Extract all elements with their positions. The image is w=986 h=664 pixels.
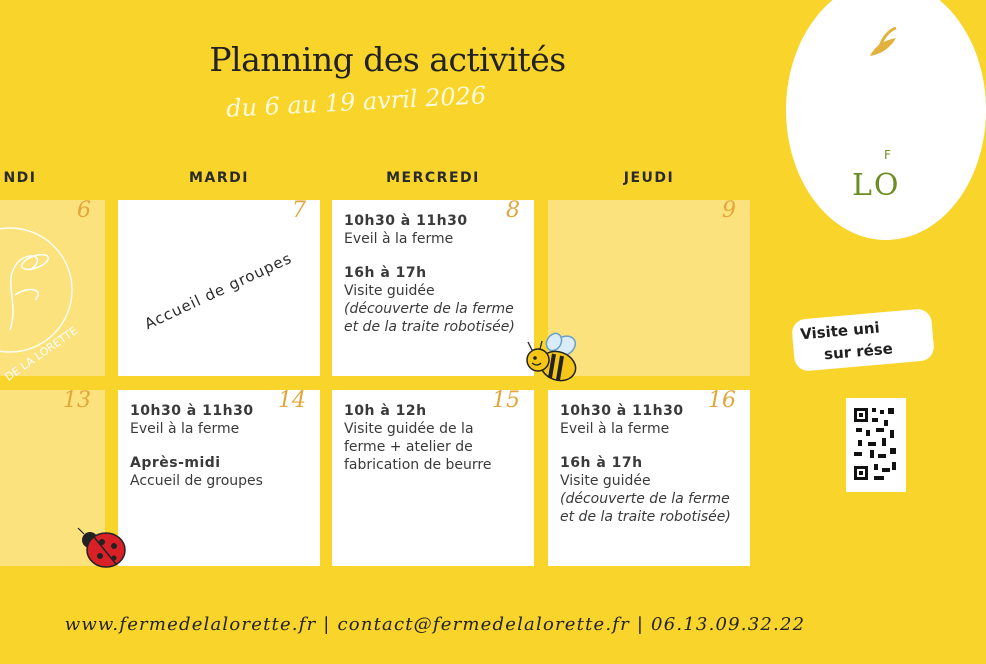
visit-info-line2: sur rése: [823, 339, 894, 364]
time-slot: 10h à 12h: [344, 403, 427, 419]
svg-text:DE LA LORETTE: DE LA LORETTE: [2, 324, 81, 384]
activity-note: (découverte de la ferme et de la traite robotisée): [560, 491, 731, 525]
time-slot: 10h30 à 11h30: [560, 403, 684, 419]
activity-text: Visite guidée: [344, 283, 435, 299]
activity-text: Visite guidée de la ferme + atelier de fabrication de beurre: [344, 421, 492, 473]
activity-note: (découverte de la ferme et de la traite robotisée): [344, 301, 515, 335]
time-slot: 16h à 17h: [344, 265, 427, 281]
activity-text: Visite guidée: [560, 473, 651, 489]
day-card-14: [118, 390, 320, 566]
activity-text: Accueil de groupes: [141, 248, 295, 334]
day-header-lundi: NDI: [3, 170, 37, 186]
day-number: 13: [63, 388, 91, 413]
activity-text: Eveil à la ferme: [130, 421, 240, 437]
qr-code[interactable]: [846, 398, 906, 492]
activity-text: Eveil à la ferme: [560, 421, 670, 437]
activity-text: Accueil de groupes: [130, 473, 263, 489]
activity-text: Eveil à la ferme: [344, 231, 454, 247]
time-slot: Après-midi: [130, 455, 221, 471]
day-number: 9: [722, 198, 736, 223]
day-card-8: [332, 200, 534, 376]
day-card-6: [0, 198, 105, 384]
day-card-15: [332, 390, 534, 566]
bee-icon: [520, 330, 584, 390]
day-number: 7: [292, 198, 306, 223]
time-slot: 16h à 17h: [560, 455, 643, 471]
visit-info-line1: Visite uni: [799, 318, 881, 344]
day-card-7: [118, 200, 320, 376]
day-header-mardi: MARDI: [189, 170, 249, 186]
time-slot: 10h30 à 11h30: [344, 213, 468, 229]
contact-footer: www.fermedelalorette.fr | contact@fermedelalorette.fr | 06.13.09.32.22: [64, 614, 806, 635]
day-number: 16: [708, 388, 736, 413]
date-range: du 6 au 19 avril 2026: [225, 81, 487, 123]
day-number: 15: [492, 388, 520, 413]
qr-code-icon: [854, 408, 898, 482]
time-slot: 10h30 à 11h30: [130, 403, 254, 419]
day-number: 6: [77, 198, 91, 223]
day-number: 8: [506, 198, 520, 223]
farm-logo-watermark-icon: [0, 200, 105, 384]
ladybug-icon: [72, 522, 132, 572]
visit-info-bubble: [791, 308, 935, 372]
day-number: 14: [278, 388, 306, 413]
day-card-16: [548, 390, 750, 566]
logo-small-text: F: [884, 148, 892, 162]
page-title: Planning des activités: [209, 40, 566, 79]
day-header-mercredi: MERCREDI: [386, 170, 480, 186]
day-header-jeudi: JEUDI: [623, 170, 675, 186]
leaf-logo-icon: [866, 26, 896, 66]
logo-name: LO: [852, 168, 901, 203]
